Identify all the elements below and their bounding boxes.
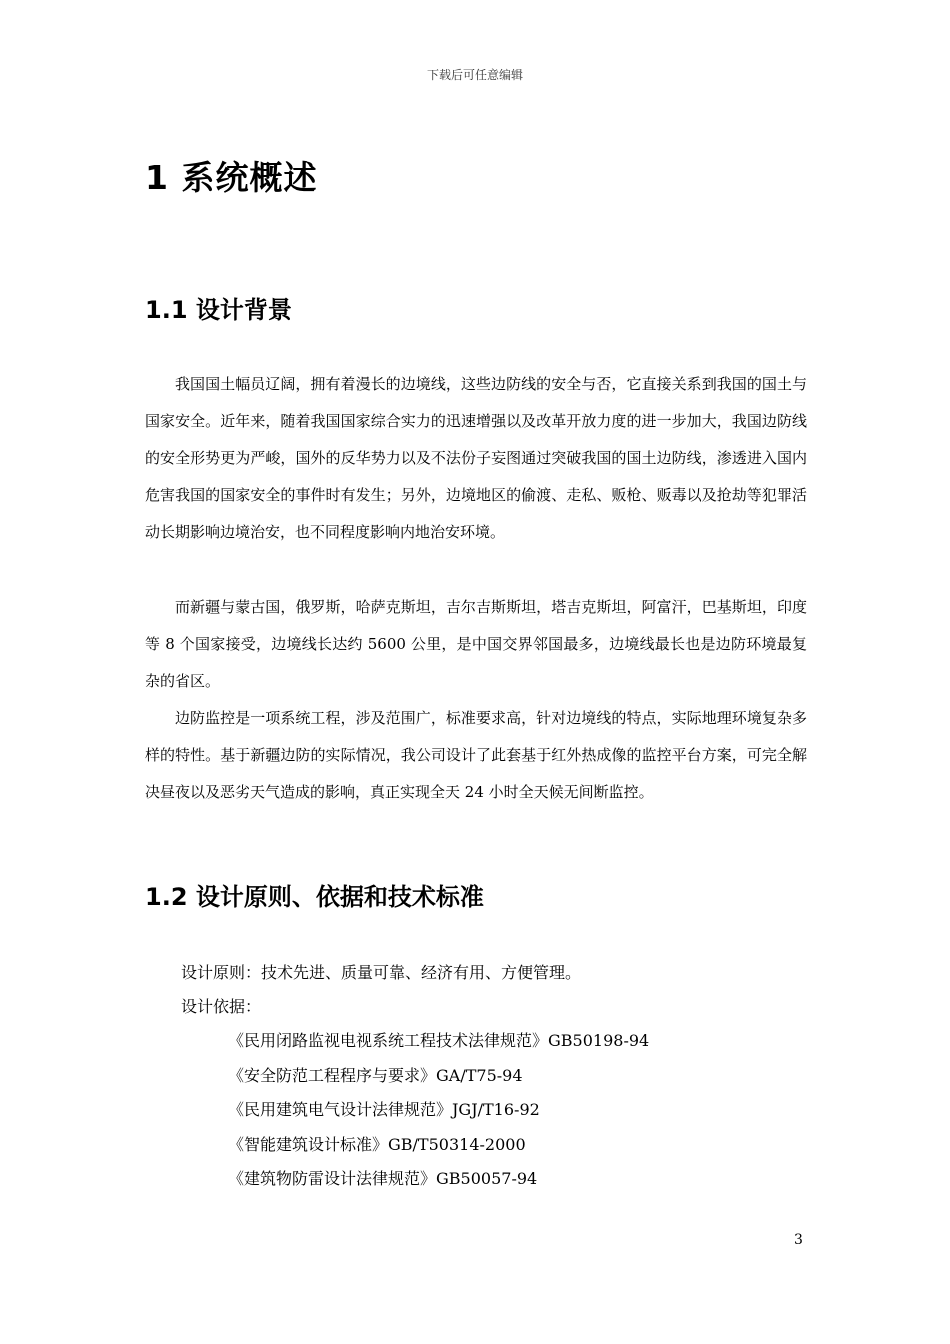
paragraph-1: 我国国土幅员辽阔，拥有着漫长的边境线，这些边防线的安全与否，它直接关系到我国的国土与国家安全。近年来，随着我国国家综合实力的迅速增强以及改革开放力度的进一步加大，我国边防线的安全形势更为严峻，国外的反华势力以及不法份子妄图通过突破我国的国土边防线，渗透进入国内危害我国的国家安全的事件时有发生；另外，边境地区的偷渡、走私、贩枪、贩毒以及抢劫等犯罪活动长期影响边境治安，也不同程度影响内地治安环境。: [145, 375, 807, 541]
list-item: 《民用建筑电气设计法律规范》JGJ/T16-92: [228, 1100, 540, 1119]
page-number: 3: [794, 1232, 803, 1248]
design-principle: 设计原则：技术先进、质量可靠、经济有用、方便管理。: [181, 963, 582, 982]
list-item: 《智能建筑设计标准》GB/T50314-2000: [228, 1134, 526, 1154]
list-item: 《安全防范工程程序与要求》GA/T75-94: [228, 1065, 523, 1085]
paragraph-3: 边防监控是一项系统工程，涉及范围广，标准要求高，针对边境线的特点，实际地理环境复杂多样的特性。基于新疆边防的实际情况，我公司设计了此套基于红外热成像的监控平台方案，可完全解决昼夜以及恶劣天气造成的影响，真正实现全天 24 小时全天候无间断监控。: [145, 709, 807, 801]
standards-list: [228, 1026, 649, 1199]
chapter-title: 1 系统概述: [145, 158, 318, 197]
section-2-title: 1.2 设计原则、依据和技术标准: [145, 883, 484, 911]
list-item: 《民用闭路监视电视系统工程技术法律规范》GB50198-94: [228, 1031, 650, 1050]
list-item: 《建筑物防雷设计法律规范》GB50057-94: [228, 1169, 538, 1188]
header-note: 下载后可任意编辑: [426, 68, 523, 82]
design-basis-label: 设计依据：: [181, 997, 262, 1016]
section-1-title: 1.1 设计背景: [145, 296, 292, 324]
paragraph-2: 而新疆与蒙古国，俄罗斯，哈萨克斯坦，吉尔吉斯斯坦，塔吉克斯坦，阿富汗，巴基斯坦，印度等 8 个国家接受，边境线长达约 5600 公里，是中国交界邻国最多，边境线最长也是边防环境最复杂的省区。: [145, 598, 807, 690]
